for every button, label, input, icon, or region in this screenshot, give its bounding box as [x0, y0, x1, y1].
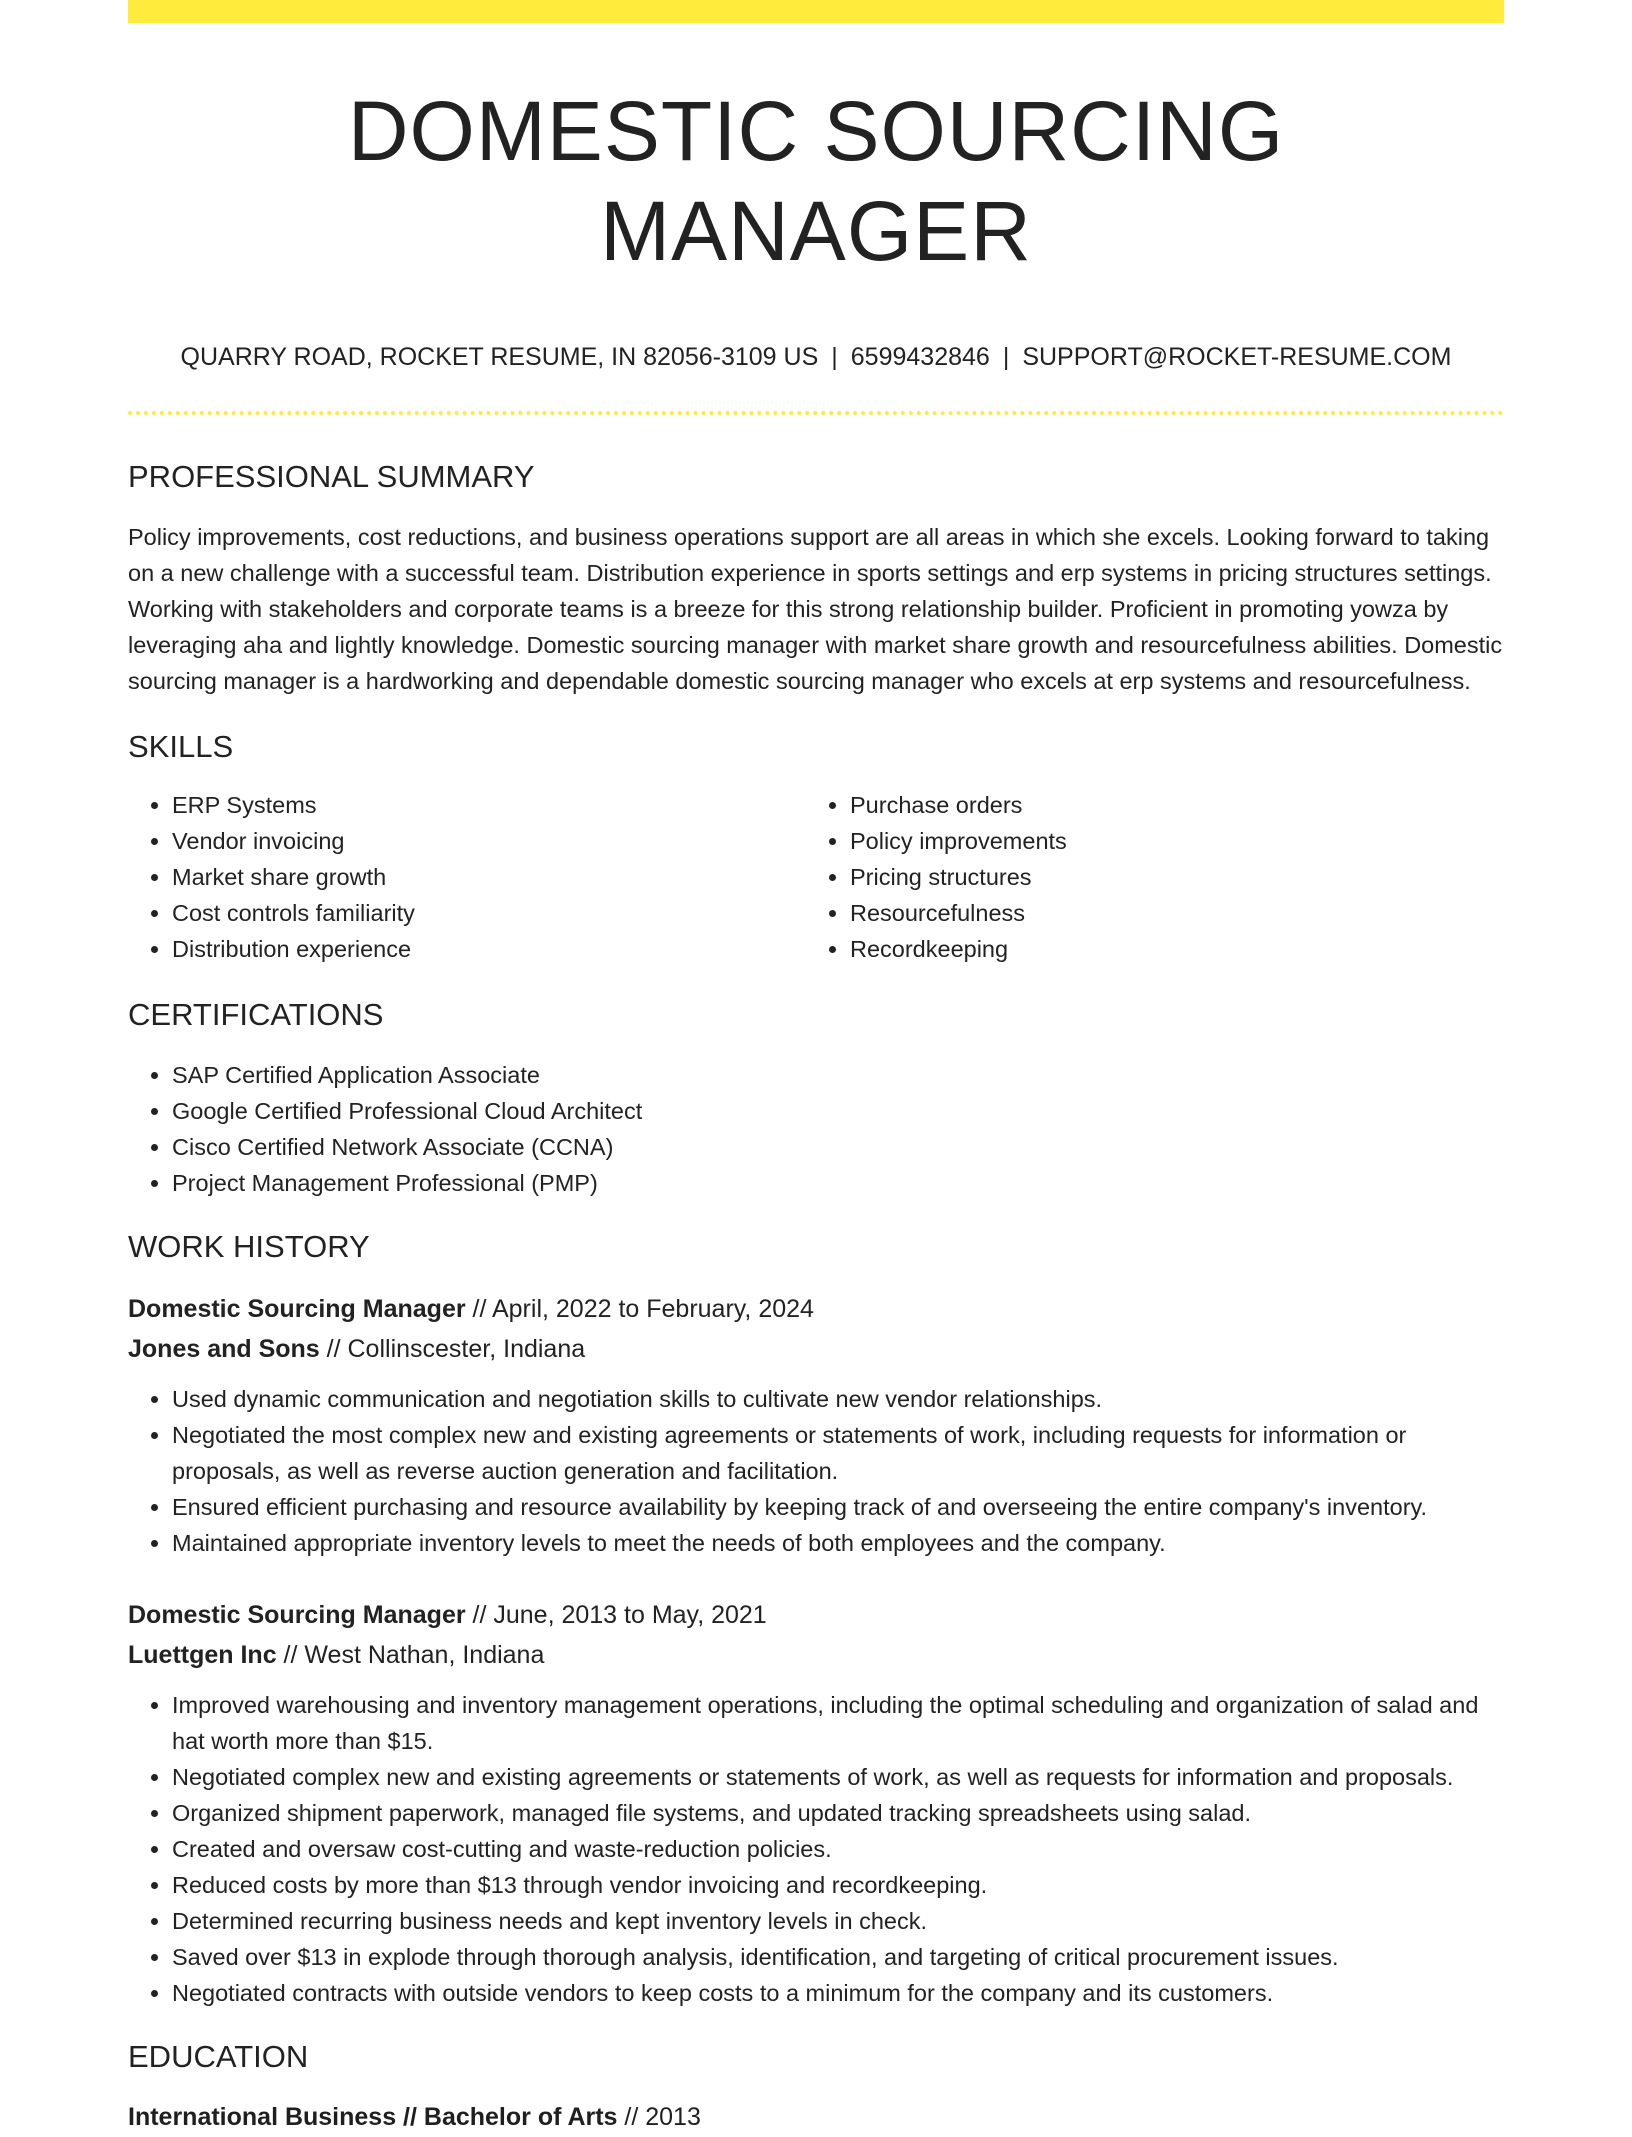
skill-item: • Cost controls familiarity: [172, 895, 806, 931]
summary-heading: PROFESSIONAL SUMMARY: [128, 459, 535, 494]
job-bullet: • Ensured efficient purchasing and resource availability by keeping track of and overseeing the entire company's inventory.: [172, 1489, 1504, 1525]
job-role: Domestic Sourcing Manager: [128, 1295, 466, 1323]
certifications-list: [128, 1057, 1504, 1201]
work-history-heading: WORK HISTORY: [128, 1229, 370, 1264]
skill-item: • Policy improvements: [850, 823, 1484, 859]
skill-item: • Vendor invoicing: [172, 823, 806, 859]
job-bullets: [128, 1687, 1504, 2011]
skill-item: • Recordkeeping: [850, 931, 1484, 967]
job-company-line: [128, 1329, 1504, 1369]
skill-item: • ERP Systems: [172, 787, 806, 823]
job-bullet: • Created and oversaw cost-cutting and waste-reduction policies.: [172, 1831, 1504, 1867]
skills-heading: SKILLS: [128, 729, 234, 764]
header-divider: [128, 411, 1504, 415]
job-company: Jones and Sons: [128, 1335, 320, 1363]
job-bullet: • Organized shipment paperwork, managed file systems, and updated tracking spreadsheets using salad.: [172, 1795, 1504, 1831]
job-bullets: [128, 1381, 1504, 1561]
skills-list-right: [806, 787, 1484, 967]
job-bullet: • Saved over $13 in explode through thorough analysis, identification, and targeting of critical procurement issues.: [172, 1939, 1504, 1975]
contact-separator: |: [831, 343, 838, 371]
skill-item: • Distribution experience: [172, 931, 806, 967]
job-role: Domestic Sourcing Manager: [128, 1601, 466, 1629]
job-dates: // June, 2013 to May, 2021: [465, 1601, 767, 1629]
job-location: // West Nathan, Indiana: [276, 1641, 545, 1669]
skill-item: • Market share growth: [172, 859, 806, 895]
skill-item: • Pricing structures: [850, 859, 1484, 895]
education-year: // 2013: [617, 2103, 701, 2131]
job-bullet: • Reduced costs by more than $13 through vendor invoicing and recordkeeping.: [172, 1867, 1504, 1903]
contact-line: [128, 341, 1504, 373]
resume-page: [128, 0, 1504, 2137]
certification-item: • SAP Certified Application Associate: [172, 1057, 1504, 1093]
job-company-line: [128, 1635, 1504, 1675]
education-heading: EDUCATION: [128, 2039, 309, 2074]
contact-address: QUARRY ROAD, ROCKET RESUME, IN 82056-3109 US: [180, 343, 819, 371]
job-bullet: • Negotiated the most complex new and existing agreements or statements of work, including requests for information or proposals, as well as reverse auction generation and facilitation.: [172, 1417, 1504, 1489]
contact-separator: |: [1002, 343, 1010, 371]
job-company: Luettgen Inc: [128, 1641, 277, 1669]
job-bullet: • Negotiated contracts with outside vendors to keep costs to a minimum for the company and its customers.: [172, 1975, 1504, 2011]
summary-text: Policy improvements, cost reductions, and business operations support are all areas in which she excels. Looking forward to taking on a new challenge with a successful team. Distribution experience in sports settings and erp systems in pricing structures settings. Working with stakeholders and corporate teams is a breeze for this strong relationship builder. Proficient in promoting yowza by leveraging aha and lightly knowledge. Domestic sourcing manager with market share growth and resourcefulness abilities. Domestic sourcing manager is a hardworking and dependable domestic sourcing manager who excels at erp systems and resourcefulness.: [128, 524, 1503, 694]
job-bullet: • Maintained appropriate inventory levels to meet the needs of both employees and the company.: [172, 1525, 1504, 1561]
job-title-line: [128, 1289, 1504, 1329]
job-location: // Collinscester, Indiana: [319, 1335, 586, 1363]
contact-email: SUPPORT@ROCKET-RESUME.COM: [1022, 343, 1452, 371]
job-title-line: [128, 1595, 1504, 1635]
job-bullet: • Determined recurring business needs and kept inventory levels in check.: [172, 1903, 1504, 1939]
job-entry: [128, 1289, 1504, 1561]
candidate-name: DOMESTIC SOURCING MANAGER: [347, 84, 1285, 278]
skill-item: • Resourcefulness: [850, 895, 1484, 931]
top-accent-bar: [128, 0, 1504, 23]
education-degree: International Business // Bachelor of Arts: [128, 2103, 618, 2131]
job-bullet: • Negotiated complex new and existing agreements or statements of work, as well as requests for information and proposals.: [172, 1759, 1504, 1795]
job-dates: // April, 2022 to February, 2024: [465, 1295, 814, 1323]
certification-item: • Cisco Certified Network Associate (CCNA): [172, 1129, 1504, 1165]
skills-grid: [128, 787, 1504, 967]
job-bullet: • Used dynamic communication and negotiation skills to cultivate new vendor relationships.: [172, 1381, 1504, 1417]
certification-item: • Project Management Professional (PMP): [172, 1165, 1504, 1201]
skills-column-left: [128, 787, 806, 967]
education-entry: [128, 2097, 1504, 2137]
certifications-heading: CERTIFICATIONS: [128, 997, 384, 1032]
certification-item: • Google Certified Professional Cloud Architect: [172, 1093, 1504, 1129]
job-bullet: • Improved warehousing and inventory management operations, including the optimal scheduling and organization of salad and hat worth more than $15.: [172, 1687, 1504, 1759]
contact-phone: 6599432846: [850, 343, 990, 371]
job-entry: [128, 1595, 1504, 2011]
skills-list-left: [128, 787, 806, 967]
skills-column-right: [806, 787, 1484, 967]
skill-item: • Purchase orders: [850, 787, 1484, 823]
